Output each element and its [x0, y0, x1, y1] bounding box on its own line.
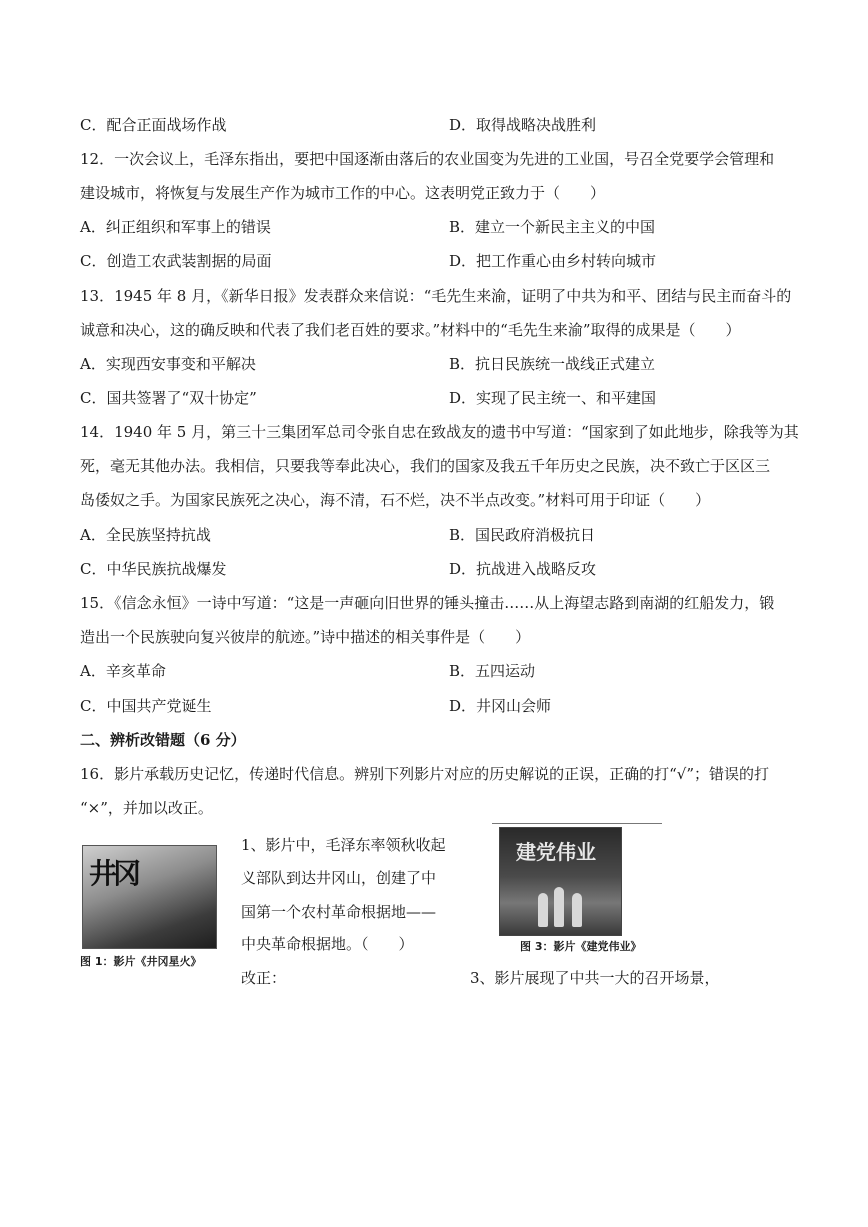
fig3-figure-silhouette: [538, 893, 548, 927]
q13-option-c[interactable]: C．国共签署了“双十协定”: [80, 389, 257, 407]
q16-item1-line1: 1、影片中，毛泽东率领秋收起: [241, 836, 446, 854]
q16-stem-line2: “×”，并加以改正。: [80, 799, 213, 817]
q13-stem-line1: 13．1945 年 8 月，《新华日报》发表群众来信说：“毛先生来渝，证明了中共为和平、团结与民主而奋斗的: [80, 287, 792, 305]
q16-item1-line4: 中央革命根据地。（ ）: [241, 935, 414, 953]
fig3-caption: 图 3：影片《建党伟业》: [520, 940, 642, 953]
q14-stem-line2: 死，毫无其他办法。我相信，只要我等奉此决心，我们的国家及我五千年历史之民族，决不致亡于区区三: [80, 457, 771, 475]
q12-stem-line2: 建设城市，将恢复与发展生产作为城市工作的中心。这表明党正致力于（ ）: [80, 184, 606, 202]
q12-option-d[interactable]: D．把工作重心由乡村转向城市: [449, 252, 657, 270]
q14-stem-line1: 14．1940 年 5 月，第三十三集团军总司令张自忠在致战友的遗书中写道：“国家到了如此地步，除我等为其: [80, 423, 799, 441]
fig3-figure-silhouette: [572, 893, 582, 927]
fig3-figure-silhouette: [554, 887, 564, 927]
fig1-caption: 图 1：影片《井冈星火》: [80, 955, 202, 968]
q12-option-c[interactable]: C．创造工农武装割据的局面: [80, 252, 272, 270]
fig3-film-still: [499, 827, 622, 936]
q15-option-b[interactable]: B．五四运动: [449, 662, 536, 680]
q16-stem-line1: 16．影片承载历史记忆，传递时代信息。辨别下列影片对应的历史解说的正误，正确的打“√”；错误的打: [80, 765, 769, 783]
q12-stem-line1: 12．一次会议上，毛泽东指出，要把中国逐渐由落后的农业国变为先进的工业国，号召全党要学会管理和: [80, 150, 775, 168]
section2-heading: 二、辨析改错题（6 分）: [80, 731, 246, 749]
fig3-top-rule: [492, 823, 662, 824]
q13-option-b[interactable]: B．抗日民族统一战线正式建立: [449, 355, 656, 373]
q13-stem-line2: 诚意和决心，这的确反映和代表了我们老百姓的要求。”材料中的“毛先生来渝”取得的成果是（ ）: [80, 321, 741, 339]
fig1-title-calligraphy: 井冈: [89, 857, 138, 890]
q14-option-c[interactable]: C．中华民族抗战爆发: [80, 560, 227, 578]
q16-item1-line2: 义部队到达井冈山，创建了中: [241, 869, 437, 887]
q15-option-d[interactable]: D．井冈山会师: [449, 697, 552, 715]
fig3-title-text: 建党伟业: [516, 840, 596, 864]
q15-stem-line2: 造出一个民族驶向复兴彼岸的航迹。”诗中描述的相关事件是（ ）: [80, 628, 531, 646]
q12-option-a[interactable]: A．纠正组织和军事上的错误: [80, 218, 271, 236]
q16-item3-line1: 3、影片展现了中共一大的召开场景，: [470, 969, 720, 987]
q12-option-b[interactable]: B．建立一个新民主主义的中国: [449, 218, 656, 236]
q11-option-d[interactable]: D．取得战略决战胜利: [449, 116, 597, 134]
q14-stem-line3: 岛倭奴之手。为国家民族死之决心，海不清，石不烂，决不半点改变。”材料可用于印证（ ）: [80, 491, 711, 509]
q14-option-a[interactable]: A．全民族坚持抗战: [80, 526, 211, 544]
fig1-film-still: [82, 845, 217, 949]
q13-option-d[interactable]: D．实现了民主统一、和平建国: [449, 389, 657, 407]
q15-option-c[interactable]: C．中国共产党诞生: [80, 697, 212, 715]
q15-option-a[interactable]: A．辛亥革命: [80, 662, 166, 680]
q15-stem-line1: 15．《信念永恒》一诗中写道：“这是一声砸向旧世界的锤头撞击……从上海望志路到南湖的红船发力，锻: [80, 594, 775, 612]
q14-option-d[interactable]: D．抗战进入战略反攻: [449, 560, 597, 578]
q13-option-a[interactable]: A．实现西安事变和平解决: [80, 355, 256, 373]
q11-option-c[interactable]: C．配合正面战场作战: [80, 116, 227, 134]
q16-item1-correction-label[interactable]: 改正：: [241, 969, 287, 987]
q14-option-b[interactable]: B．国民政府消极抗日: [449, 526, 596, 544]
q16-item1-line3: 国第一个农村革命根据地——: [241, 903, 437, 921]
